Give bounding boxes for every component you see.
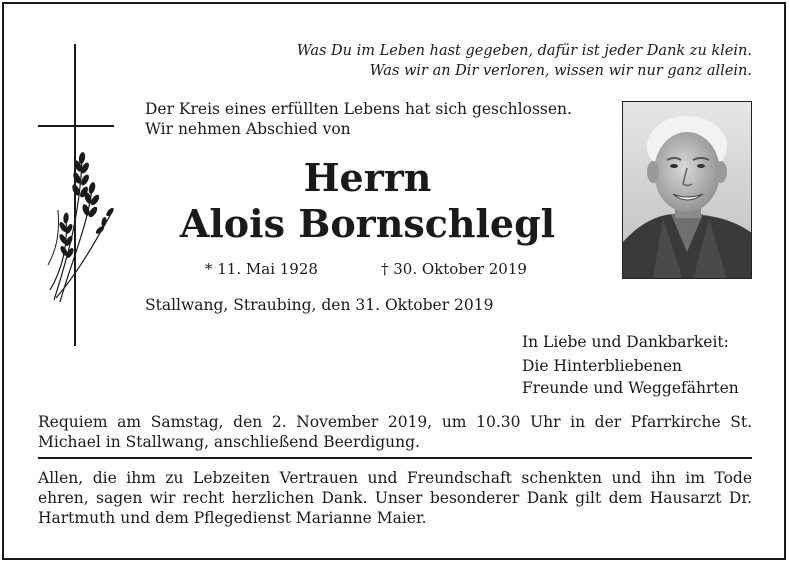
intro-line-1: Der Kreis eines erfüllten Lebens hat sich geschlossen. [145, 100, 572, 118]
motto-line-1: Was Du im Leben hast gegeben, dafür ist jeder Dank zu klein. [296, 43, 752, 59]
motto-line-2: Was wir an Dir verloren, wissen wir nur ganz allein. [369, 63, 752, 79]
requiem-text: Requiem am Samstag, den 2. November 2019, um 10.30 Uhr in der Pfarrkirche St. Michael in Stallwang, anschließend Beerdigung. [38, 413, 752, 451]
thanks-line-1: In Liebe und Dankbarkeit: [522, 333, 729, 351]
salutation: Herrn [303, 155, 432, 200]
deceased-name: Alois Bornschlegl [179, 201, 556, 246]
thanks-line-3: Freunde und Weggefährten [522, 379, 739, 397]
cross-with-wheat-icon [30, 40, 120, 350]
intro-line-2: Wir nehmen Abschied von [145, 120, 351, 138]
place-date: Stallwang, Straubing, den 31. Oktober 2019 [145, 296, 494, 314]
birth-date: * 11. Mai 1928 [205, 260, 318, 278]
death-date: † 30. Oktober 2019 [381, 260, 527, 278]
gratitude-text: Allen, die ihm zu Lebzeiten Vertrauen und Freundschaft schenkten und ihn im Tode ehren, sagen wir recht herzlichen Dank. Unser besonderer Dank gilt dem Hausarzt Dr. Hartmuth und dem Pflegedienst Marianne Maier. [38, 469, 752, 527]
thanks-line-2: Die Hinterbliebenen [522, 357, 682, 375]
divider [38, 457, 752, 459]
portrait-photo [622, 101, 752, 279]
